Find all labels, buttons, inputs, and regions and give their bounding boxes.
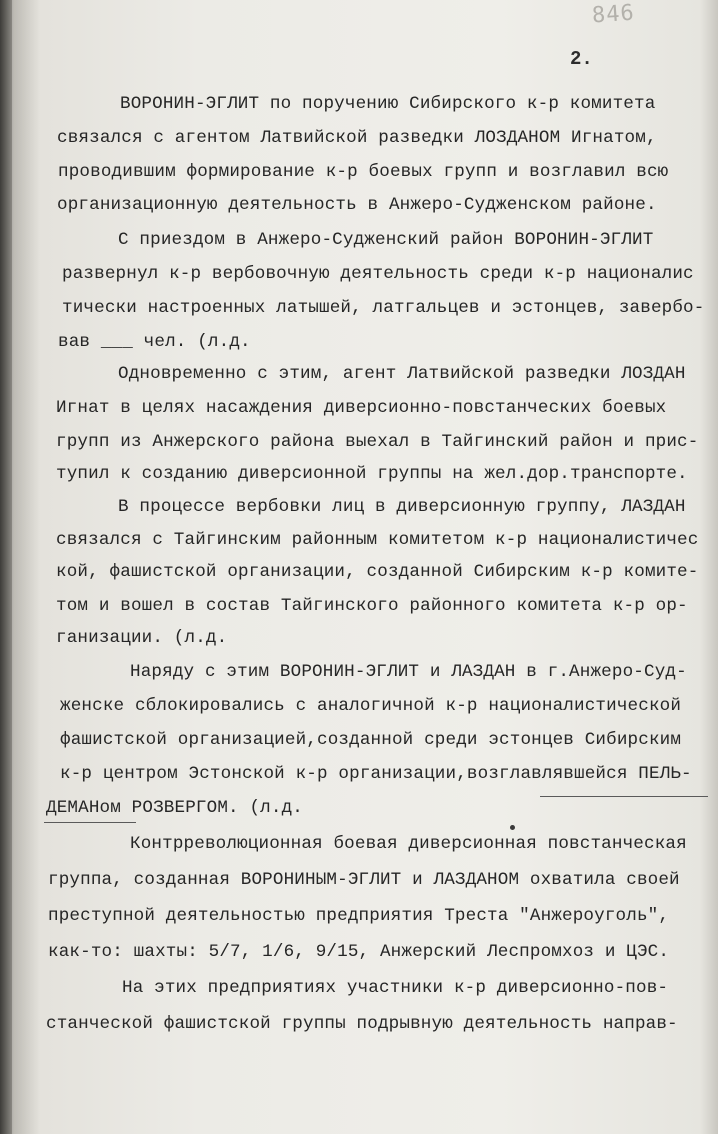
text-line: том и вошел в состав Тайгинского районного комитета к-р ор- [56,596,688,616]
text-line: В процессе вербовки лиц в диверсионную группу, ЛАЗДАН [118,497,686,517]
archive-folio-mark: 846 [591,0,636,29]
text-line: ДЕМАНом РОЗВЕРГОМ. (л.д. [46,798,303,818]
text-line: связался с агентом Латвийской разведки ЛОЗДАНОМ Игнатом, [57,128,657,148]
text-line: фашистской организацией,созданной среди эстонцев Сибирским [60,730,682,750]
underline-rule [44,822,136,823]
text-line: кой, фашистской организации, созданной Сибирским к-р комите- [56,562,699,582]
text-line: групп из Анжерского района выехал в Тайгинский район и прис- [56,432,699,452]
text-line: тупил к созданию диверсионной группы на жел.дор.транспорте. [56,464,688,484]
text-line: связался с Тайгинским районным комитетом к-р националистичес [56,530,699,550]
text-line: группа, созданная ВОРОНИНЫМ-ЭГЛИТ и ЛАЗДАНОМ охватила своей [48,870,680,890]
ink-dot [510,825,515,830]
text-line: развернул к-р вербовочную деятельность среди к-р националис [62,264,694,284]
page-number: 2. [570,48,593,70]
text-line: к-р центром Эстонской к-р организации,возглавлявшейся ПЕЛЬ- [60,764,692,784]
text-line: преступной деятельностью предприятия Треста "Анжероуголь", [48,906,670,926]
text-line: тически настроенных латышей, латгальцев и эстонцев, завербо- [62,298,705,318]
text-line: вав ___ чел. (л.д. [58,332,251,352]
text-line: С приездом в Анжеро-Судженский район ВОРОНИН-ЭГЛИТ [118,230,654,250]
text-line: Наряду с этим ВОРОНИН-ЭГЛИТ и ЛАЗДАН в г.Анжеро-Суд- [130,662,687,682]
scan-edge-shadow [0,0,12,1134]
margin-rule [540,796,708,797]
text-line: женске сблокировались с аналогичной к-р националистической [60,696,682,716]
text-line: Контрреволюционная боевая диверсионная повстанческая [130,834,687,854]
text-line: организационную деятельность в Анжеро-Судженском районе. [57,195,657,215]
text-line: ганизации. (л.д. [56,628,228,648]
text-line: станческой фашистской группы подрывную деятельность направ- [46,1014,678,1034]
text-line: На этих предприятиях участники к-р диверсионно-пов- [122,978,669,998]
text-line: ВОРОНИН-ЭГЛИТ по поручению Сибирского к-р комитета [120,94,656,114]
text-line: как-то: шахты: 5/7, 1/6, 9/15, Анжерский Леспромхоз и ЦЭС. [48,942,670,962]
text-line: проводившим формирование к-р боевых групп и возглавил всю [58,162,669,182]
text-line: Одновременно с этим, агент Латвийской разведки ЛОЗДАН [118,364,686,384]
text-line: Игнат в целях насаждения диверсионно-повстанческих боевых [56,398,667,418]
